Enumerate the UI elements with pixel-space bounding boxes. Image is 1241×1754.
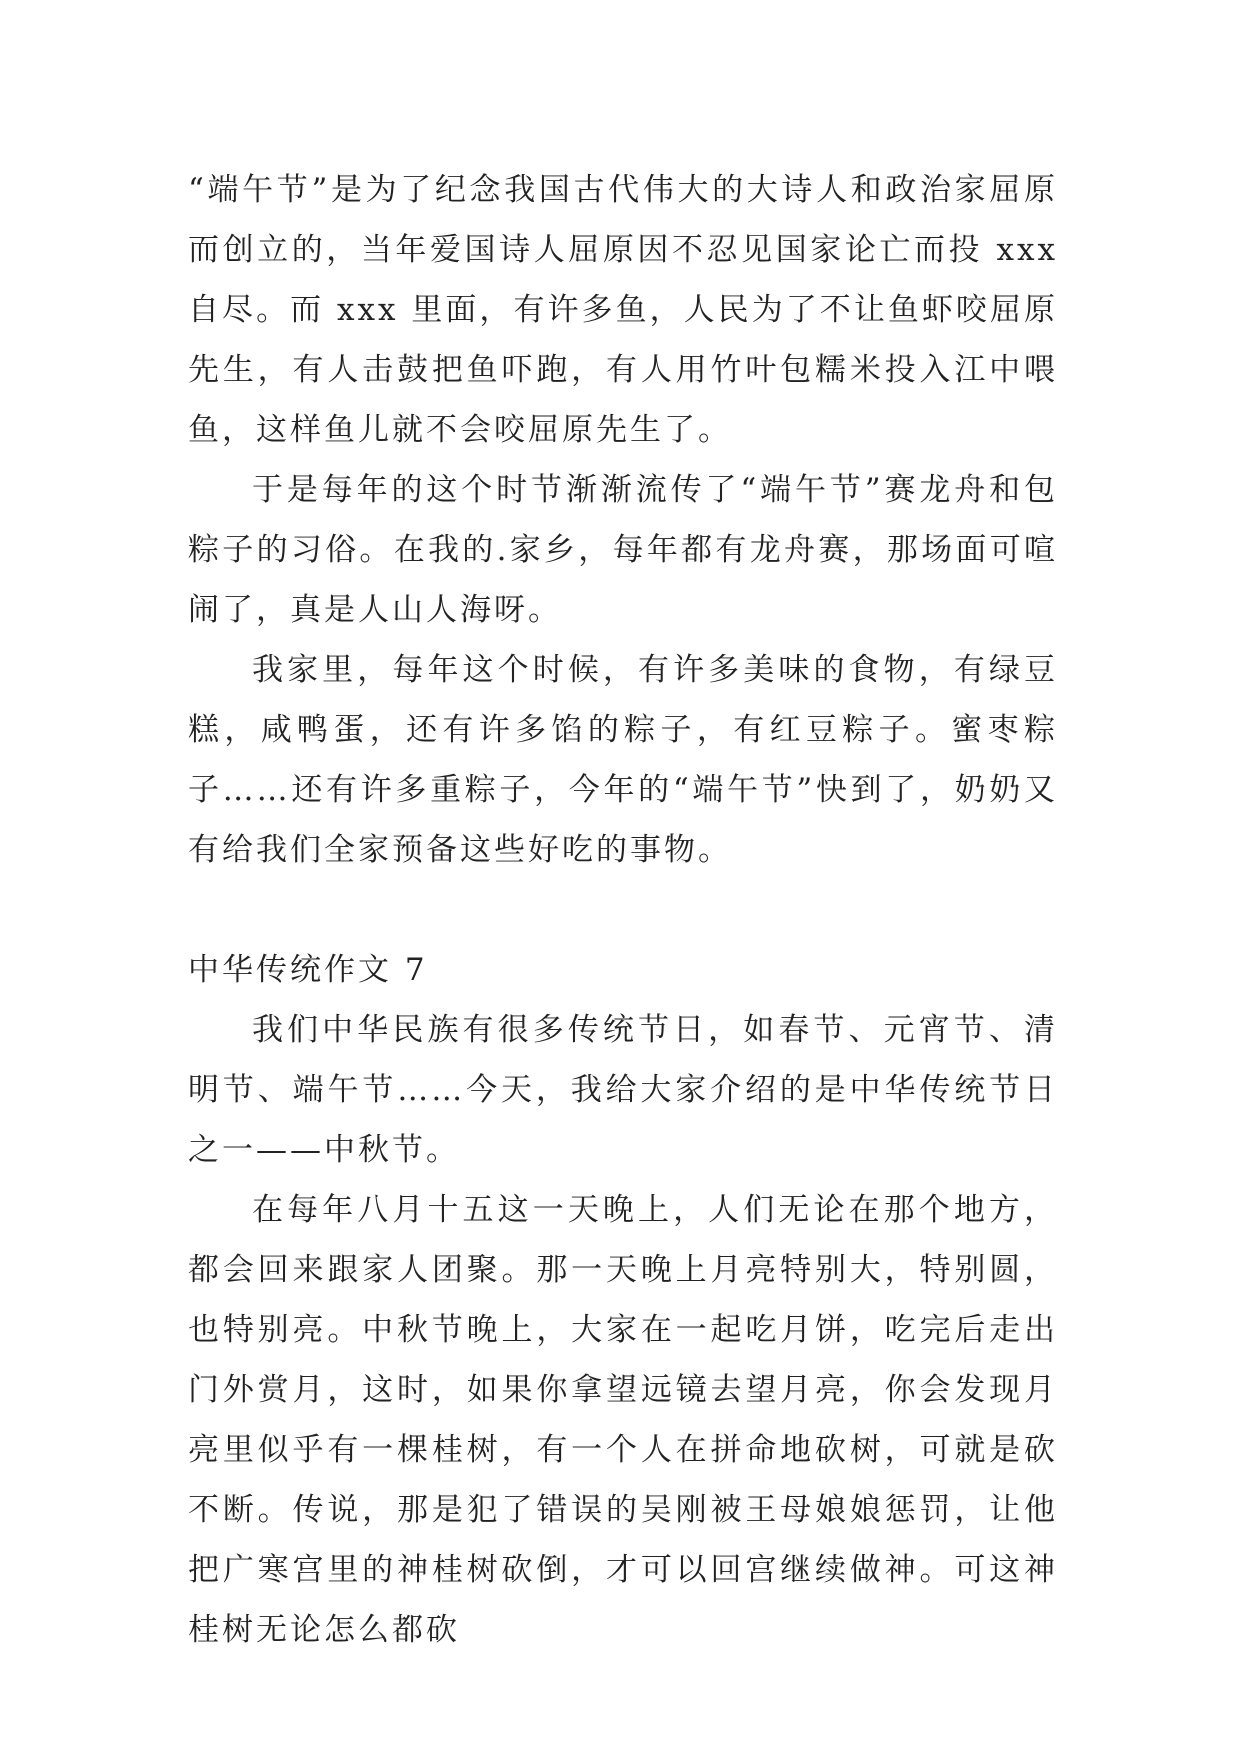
paragraph-festival-food: 我家里，每年这个时候，有许多美味的食物，有绿豆糕，咸鸭蛋，还有许多馅的粽子，有红豆粽子。蜜枣粽子……还有许多重粽子，今年的“端午节”快到了，奶奶又有给我们全家预备这些好吃的事物。 xyxy=(188,652,1058,868)
section-title: 中华传统作文 7 xyxy=(188,952,428,988)
paragraph-mid-autumn: 在每年八月十五这一天晚上，人们无论在那个地方，都会回来跟家人团聚。那一天晚上月亮特别大，特别圆，也特别亮。中秋节晚上，大家在一起吃月饼，吃完后走出门外赏月，这时，如果你拿望远镜去望月亮，你会发现月亮里似乎有一棵桂树，有一个人在拼命地砍树，可就是砍不断。传说，那是犯了错误的吴刚被王母娘娘惩罚，让他把广寒宫里的神桂树砍倒，才可以回宫继续做神。可这神桂树无论怎么都砍 xyxy=(188,1192,1058,1648)
document-body xyxy=(188,160,1058,1660)
paragraph-dragon-boat-custom: 于是每年的这个时节渐渐流传了“端午节”赛龙舟和包粽子的习俗。在我的.家乡，每年都有龙舟赛，那场面可喧闹了，真是人山人海呀。 xyxy=(188,472,1058,628)
paragraph-dragon-boat-origin: “端午节”是为了纪念我国古代伟大的大诗人和政治家屈原而创立的，当年爱国诗人屈原因不忍见国家论亡而投 xxx 自尽。而 xxx 里面，有许多鱼，人民为了不让鱼虾咬屈原先生，有人击鼓把鱼吓跑，有人用竹叶包糯米投入江中喂鱼，这样鱼儿就不会咬屈原先生了。 xyxy=(188,172,1058,448)
paragraph-traditional-festivals: 我们中华民族有很多传统节日，如春节、元宵节、清明节、端午节……今天，我给大家介绍的是中华传统节日之一——中秋节。 xyxy=(188,1012,1058,1168)
